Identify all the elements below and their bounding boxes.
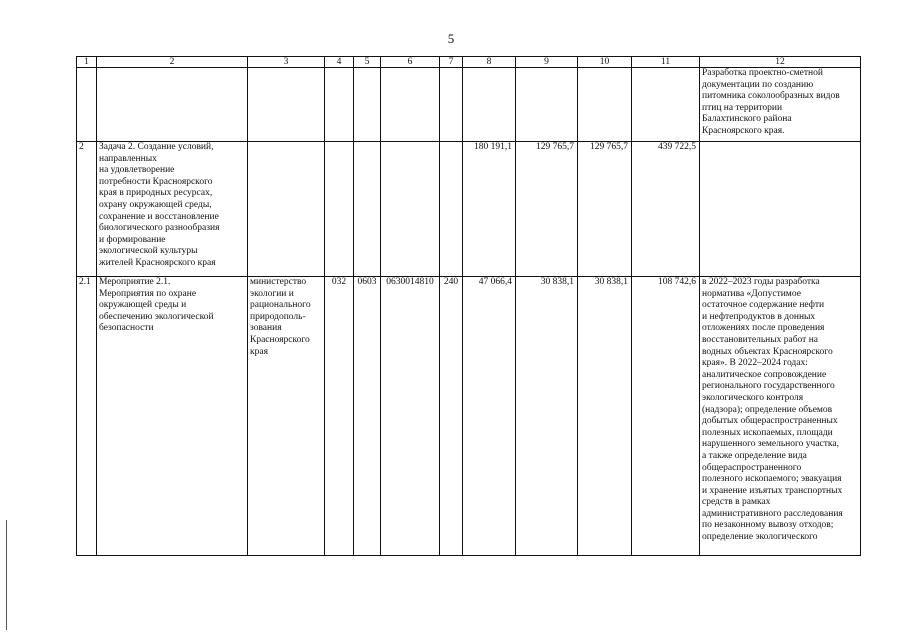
cell-text-line: и нефтепродуктов в донных	[702, 311, 816, 322]
header-cell: 10	[578, 57, 632, 68]
header-cell: 4	[325, 57, 354, 68]
cell-text-line: края в природных ресурсах,	[99, 188, 213, 199]
expense-type-cell	[440, 142, 463, 277]
section-code-cell: 0603	[354, 277, 381, 556]
target-article-cell	[381, 142, 440, 277]
cell-text-line: края	[250, 346, 268, 357]
cell-text-line: в 2022–2023 годы разработка	[702, 277, 820, 287]
cell-text-line: экологии и	[250, 288, 294, 299]
cell-text-line: норматива «Допустимое	[702, 288, 801, 299]
cell-text-line: полезного ископаемого; эвакуация	[702, 474, 842, 485]
amount-cell: 129 765,7	[516, 142, 578, 277]
cell-text-line: добытых общераспространенных	[702, 416, 838, 427]
result-description-cell	[700, 68, 861, 142]
expense-type-cell	[440, 68, 463, 142]
cell-text-line: на удовлетворение	[99, 165, 175, 176]
cell-text-line: сохранение и восстановление	[99, 211, 219, 222]
cell-text-line: отложениях после проведения	[702, 323, 825, 334]
expense-type-cell: 240	[440, 277, 463, 556]
responsible-cell	[248, 68, 325, 142]
grbs-code-cell	[325, 142, 354, 277]
cell-text-line: восстановительных работ на	[702, 334, 819, 345]
target-article-cell	[381, 68, 440, 142]
task-name-cell	[97, 277, 248, 556]
cell-text-line: и хранение изъятых транспортных	[702, 485, 843, 496]
cell-text-line: безопасности	[99, 323, 154, 334]
result-description-cell	[700, 277, 861, 556]
header-cell: 8	[463, 57, 516, 68]
cell-text-line: Разработка проектно-сметной	[702, 68, 823, 78]
cell-text-line: охрану окружающей среды,	[99, 199, 212, 210]
amount-cell: 108 742,6	[632, 277, 700, 556]
section-code-cell	[354, 68, 381, 142]
cell-text-line: Балахтинского района	[702, 114, 792, 125]
cell-text-line: Мероприятия по охране	[99, 288, 197, 299]
cell-text-line: министерство	[250, 277, 307, 287]
cell-text-line: остаточное содержание нефти	[702, 300, 825, 311]
header-cell: 5	[354, 57, 381, 68]
cell-text-line: птиц на территории	[702, 102, 783, 113]
margin-line	[6, 520, 7, 630]
cell-text-line: обеспечению экологической	[99, 311, 214, 322]
cell-text-line: направленных	[99, 153, 157, 164]
cell-text-line: жителей Красноярского края	[99, 257, 216, 268]
result-description-cell	[700, 142, 861, 277]
data-table	[76, 56, 861, 556]
cell-text-line: административного расследования	[702, 508, 843, 519]
grbs-code-cell	[325, 68, 354, 142]
cell-text-line: водных объектах Красноярского	[702, 346, 833, 357]
cell-text-line: рационального	[250, 300, 311, 311]
cell-text-line: (надзора); определение объемов	[702, 404, 833, 415]
cell-text-line: регионального государственного	[702, 381, 835, 392]
table-row	[77, 68, 861, 142]
responsible-cell	[248, 277, 325, 556]
cell-text-line: Мероприятие 2.1.	[99, 277, 171, 287]
cell-text-line: Красноярского	[250, 334, 310, 345]
task-name-cell	[97, 68, 248, 142]
row-number-cell	[77, 68, 97, 142]
header-cell: 2	[97, 57, 248, 68]
cell-text-line: документации по созданию	[702, 79, 814, 90]
amount-cell: 439 722,5	[632, 142, 700, 277]
amount-cell: 47 066,4	[463, 277, 516, 556]
target-article-cell: 0630014810	[381, 277, 440, 556]
header-cell: 6	[381, 57, 440, 68]
amount-cell: 30 838,1	[578, 277, 632, 556]
cell-text-line: Задача 2. Создание условий,	[99, 142, 214, 152]
amount-cell: 30 838,1	[516, 277, 578, 556]
header-cell: 12	[700, 57, 861, 68]
cell-text-line: по незаконному вывозу отходов;	[702, 520, 834, 531]
table-row	[77, 277, 861, 556]
page-number: 5	[447, 31, 455, 46]
amount-cell: 180 191,1	[463, 142, 516, 277]
row-number-cell: 2.1	[77, 277, 97, 556]
cell-text-line: нарушенного земельного участка,	[702, 439, 839, 450]
cell-text-line: потребности Красноярского	[99, 176, 213, 187]
cell-text-line: а также определение вида	[702, 450, 807, 461]
cell-text-line: и формирование	[99, 234, 166, 245]
amount-cell: 129 765,7	[578, 142, 632, 277]
cell-text-line: экологической культуры	[99, 246, 198, 257]
header-cell: 3	[248, 57, 325, 68]
header-cell: 7	[440, 57, 463, 68]
cell-text-line: средств в рамках	[702, 497, 771, 508]
cell-text-line: экологического контроля	[702, 392, 804, 403]
cell-text-line: определение экологического	[702, 532, 818, 543]
cell-text-line: края». В 2022–2024 годах:	[702, 358, 808, 369]
responsible-cell	[248, 142, 325, 277]
header-cell: 1	[77, 57, 97, 68]
amount-cell	[516, 68, 578, 142]
cell-text-line: полезных ископаемых, площади	[702, 427, 833, 438]
cell-text-line: биологического разнообразия	[99, 223, 220, 234]
cell-text-line: питомника соколообразных видов	[702, 91, 840, 102]
header-cell: 9	[516, 57, 578, 68]
task-name-cell	[97, 142, 248, 277]
amount-cell	[463, 68, 516, 142]
cell-text-line: зования	[250, 323, 282, 334]
header-row	[77, 57, 861, 68]
table-row	[77, 142, 861, 277]
grbs-code-cell: 032	[325, 277, 354, 556]
amount-cell	[632, 68, 700, 142]
row-number-cell: 2	[77, 142, 97, 277]
cell-text-line: окружающей среды и	[99, 300, 187, 311]
cell-text-line: общераспространенного	[702, 462, 802, 473]
section-code-cell	[354, 142, 381, 277]
header-cell: 11	[632, 57, 700, 68]
cell-text-line: Красноярского края.	[702, 125, 785, 136]
cell-text-line: природополь-	[250, 311, 306, 322]
cell-text-line: аналитическое сопровождение	[702, 369, 827, 380]
amount-cell	[578, 68, 632, 142]
